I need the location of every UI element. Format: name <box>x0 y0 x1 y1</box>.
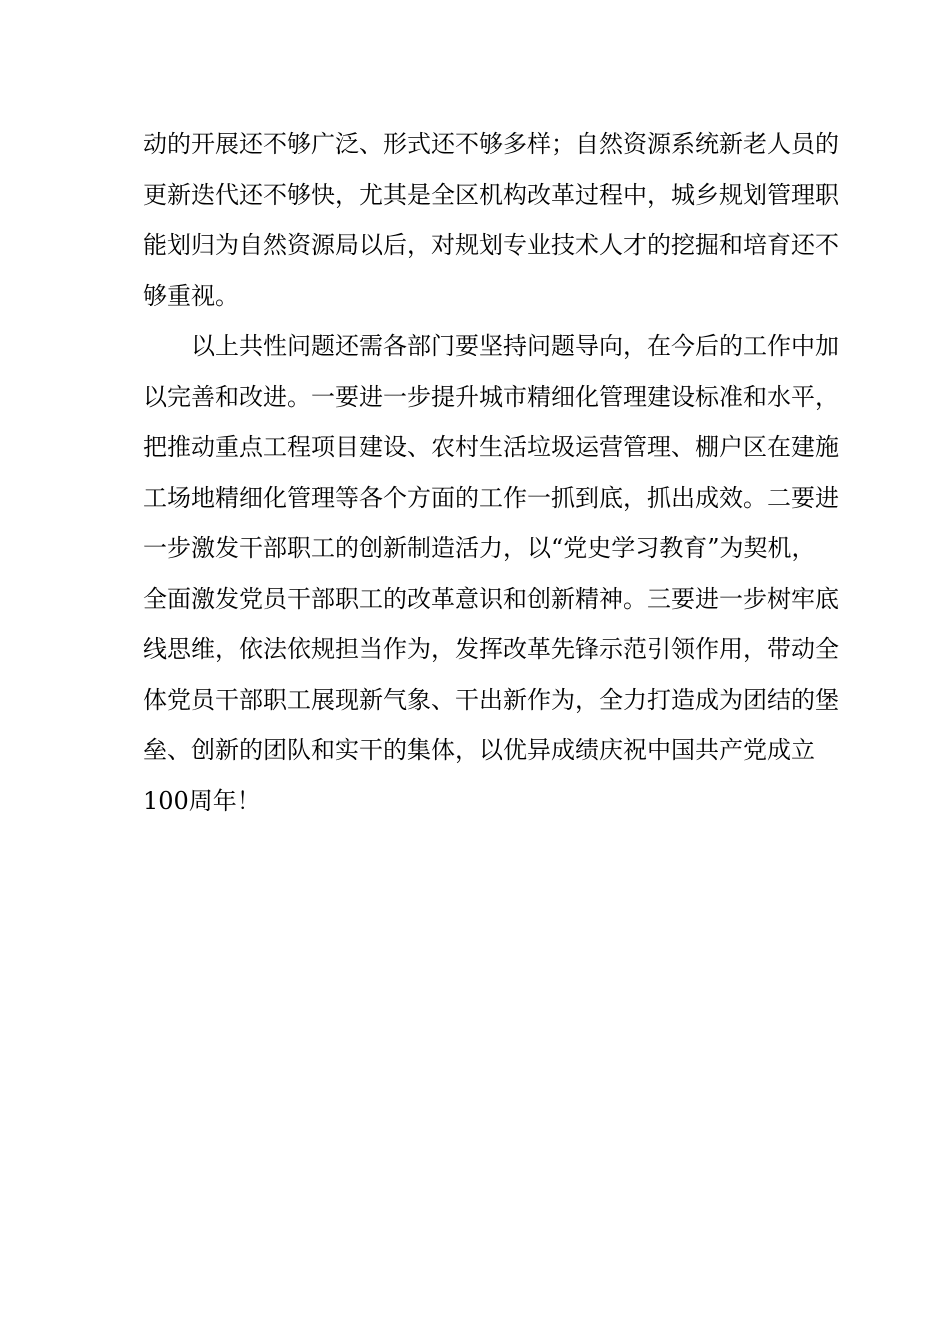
paragraph-line: 体党员干部职工展现新气象、干出新作为，全力打造成为团结的堡 <box>143 685 839 714</box>
paragraph-line: 把推动重点工程项目建设、农村生活垃圾运营管理、棚户区在建施 <box>143 433 839 461</box>
document-body <box>143 130 839 839</box>
paragraph-line: 垒、创新的团队和实干的集体，以优异成绩庆祝中国共产党成立 <box>143 736 815 764</box>
paragraph-2 <box>143 332 839 815</box>
paragraph-line: 一步激发干部职工的创新制造活力，以“党史学习教育”为契机， <box>143 534 816 562</box>
paragraph-line: 以完善和改进。一要进一步提升城市精细化管理建设标准和水平， <box>143 382 839 411</box>
paragraph-line: 以上共性问题还需各部门要坚持问题导向，在今后的工作中加 <box>191 332 839 360</box>
paragraph-1 <box>143 130 839 310</box>
paragraph-line: 动的开展还不够广泛、形式还不够多样；自然资源系统新老人员的 <box>143 130 839 158</box>
paragraph-line: 工场地精细化管理等各个方面的工作一抓到底，抓出成效。二要进 <box>143 483 839 512</box>
paragraph-line: 100周年！ <box>143 786 261 815</box>
paragraph-line: 全面激发党员干部职工的改革意识和创新精神。三要进一步树牢底 <box>143 584 839 613</box>
paragraph-line: 够重视。 <box>143 281 239 310</box>
paragraph-line: 能划归为自然资源局以后，对规划专业技术人才的挖掘和培育还不 <box>143 231 839 259</box>
paragraph-line: 线思维，依法依规担当作为，发挥改革先锋示范引领作用，带动全 <box>143 635 839 663</box>
paragraph-line: 更新迭代还不够快，尤其是全区机构改革过程中，城乡规划管理职 <box>143 180 839 209</box>
